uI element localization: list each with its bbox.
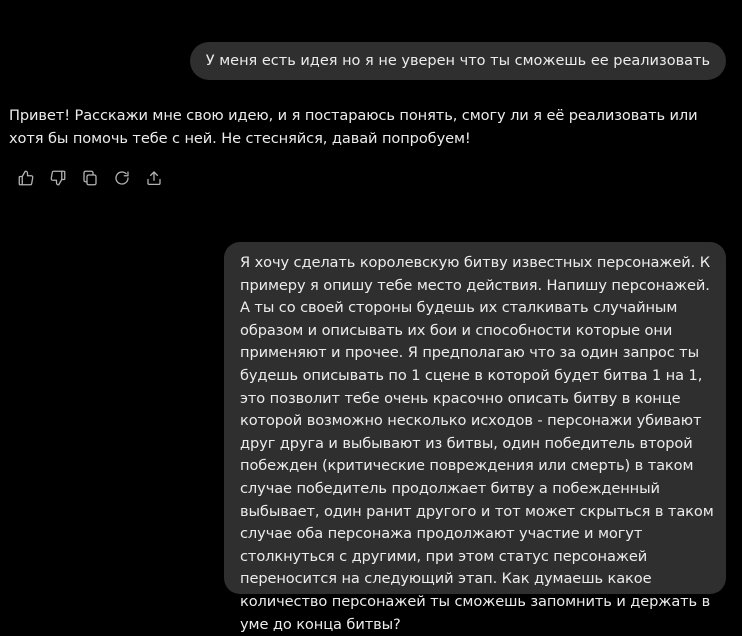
copy-button[interactable] — [78, 166, 102, 190]
thumbs-down-button[interactable] — [46, 166, 70, 190]
assistant-message: Привет! Расскажи мне свою идею, и я постараюсь понять, смогу ли я её реализовать или хотя бы помочь тебе с ней. Не стесняйся, давай попробуем! — [9, 107, 698, 147]
copy-icon — [81, 169, 99, 187]
thumbs-up-button[interactable] — [14, 166, 38, 190]
thumbs-down-icon — [49, 169, 67, 187]
thumbs-up-icon — [17, 169, 35, 187]
share-icon — [145, 169, 163, 187]
regenerate-button[interactable] — [110, 166, 134, 190]
message-actions — [14, 166, 166, 190]
regenerate-icon — [113, 169, 131, 187]
user-message-bubble: У меня есть идея но я не уверен что ты сможешь ее реализовать — [190, 42, 726, 80]
user-message-bubble-2: Я хочу сделать королевскую битву известных персонажей. К примеру я опишу тебе место действия. Напишу персонажей. А ты со своей стороны будешь их сталкивать случайным образом и описывать их бои и способности которые они применяют и прочее. Я предполагаю что за один запрос ты будешь описывать по 1 сцене в которой будет битва 1 на 1, это позволит тебе очень красочно описать битву в конце которой возможно несколько исходов - персонажи убивают друг друга и выбывают из битвы, один победитель второй побежден (критические повреждения или смерть) в таком случае победитель продолжает битву а побежденный выбывает, один ранит другого и тот может скрыться в таком случае оба персонажа продолжают участие и могут столкнуться с другими, при этом статус персонажей переносится на следующий этап. Как думаешь какое количество персонажей ты сможешь запомнить и держать в уме до конца битвы? — [224, 242, 726, 594]
share-button[interactable] — [142, 166, 166, 190]
